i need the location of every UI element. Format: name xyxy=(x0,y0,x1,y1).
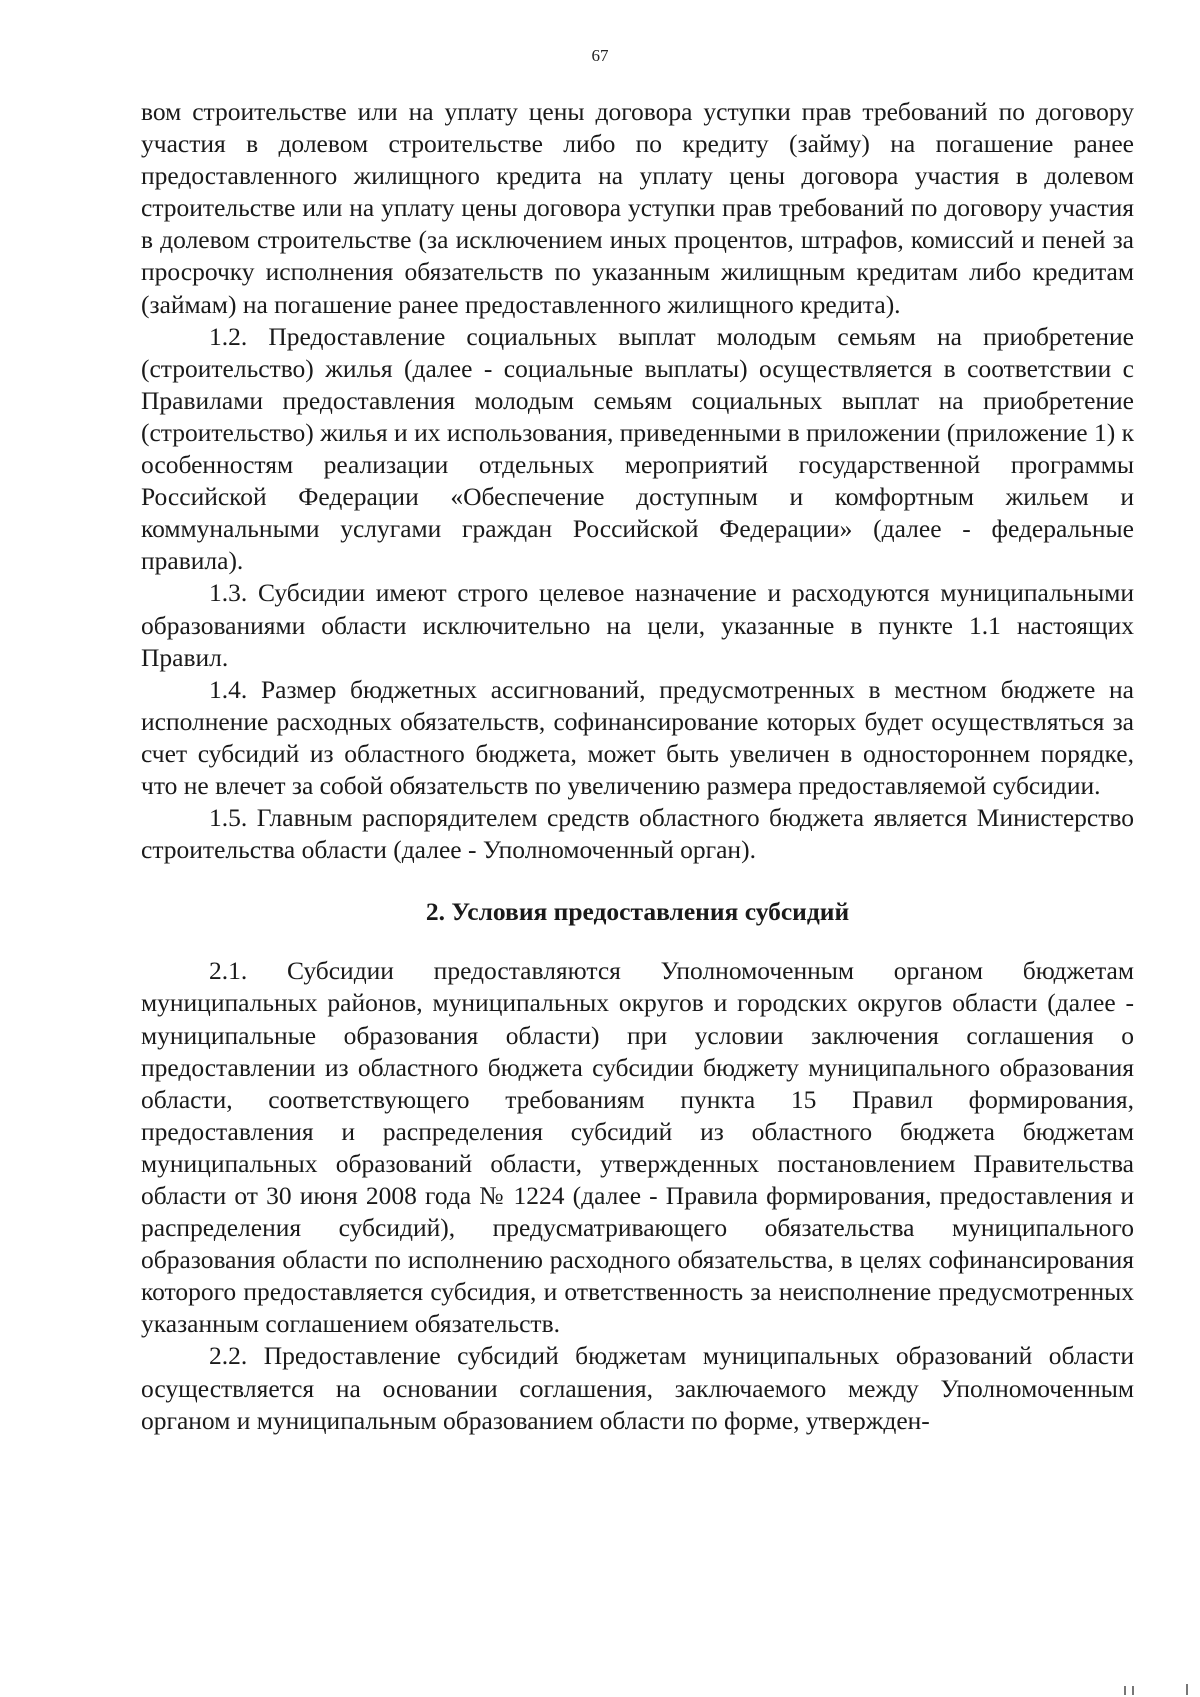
paragraph-2-1: 2.1. Субсидии предоставляются Уполномоченным органом бюджетам муниципальных районов, муниципальных округов и городских округов области (далее - муниципальные образования области) при условии заключения соглашения о предоставлении из областного бюджета субсидии бюджету муниципального образования области, соответствующего требованиям пункта 15 Правил формирования, предоставления и распределения субсидий из областного бюджета бюджетам муниципальных образований области, утвержденных постановлением Правительства области от 30 июня 2008 года № 1224 (далее - Правила формирования, предоставления и распределения субсидий), предусматривающего обязательства муниципального образования области по исполнению расходного обязательства, в целях софинансирования которого предоставляется субсидия, и ответственность за неисполнение предусмотренных указанным соглашением обязательств. xyxy=(141,956,1134,1339)
scan-artifact xyxy=(1124,1686,1126,1695)
paragraph-1-2: 1.2. Предоставление социальных выплат молодым семьям на приобретение (строительство) жилья (далее - социальные выплаты) осуществляется в соответствии с Правилами предоставления молодым семьям социальных выплат на приобретение (строительство) жилья и их использования, приведенными в приложении (приложение 1) к особенностям реализации отдельных мероприятий государственной программы Российской Федерации «Обеспечение доступным и комфортным жильем и коммунальными услугами граждан Российской Федерации» (далее - федеральные правила). xyxy=(141,321,1134,576)
document-body xyxy=(141,96,1134,1437)
scan-artifact xyxy=(1186,1684,1188,1695)
scan-artifact xyxy=(1132,1686,1134,1695)
paragraph-1-4: 1.4. Размер бюджетных ассигнований, предусмотренных в местном бюджете на исполнение расходных обязательств, софинансирование которых будет осуществляться за счет субсидий из областного бюджета, может быть увеличен в одностороннем порядке, что не влечет за собой обязательств по увеличению размера предоставляемой субсидии. xyxy=(141,674,1134,800)
paragraph-continuation: вом строительстве или на уплату цены договора уступки прав требований по договору участия в долевом строительстве либо по кредиту (займу) на погашение ранее предоставленного жилищного кредита на уплату цены договора участия в долевом строительстве или на уплату цены договора уступки прав требований по договору участия в долевом строительстве (за исключением иных процентов, штрафов, комиссий и пеней за просрочку исполнения обязательств по указанным жилищным кредитам либо кредитам (займам) на погашение ранее предоставленного жилищного кредита). xyxy=(141,97,1134,319)
paragraph-1-5: 1.5. Главным распорядителем средств областного бюджета является Министерство строительства области (далее - Уполномоченный орган). xyxy=(141,803,1134,865)
paragraph-1-3: 1.3. Субсидии имеют строго целевое назначение и расходуются муниципальными образованиями области исключительно на цели, указанные в пункте 1.1 настоящих Правил. xyxy=(141,578,1134,672)
paragraph-2-2: 2.2. Предоставление субсидий бюджетам муниципальных образований области осуществляется на основании соглашения, заключаемого между Уполномоченным органом и муниципальным образованием области по форме, утвержден- xyxy=(141,1341,1134,1435)
section-heading: 2. Условия предоставления субсидий xyxy=(425,897,850,927)
page-number: 67 xyxy=(591,46,609,65)
